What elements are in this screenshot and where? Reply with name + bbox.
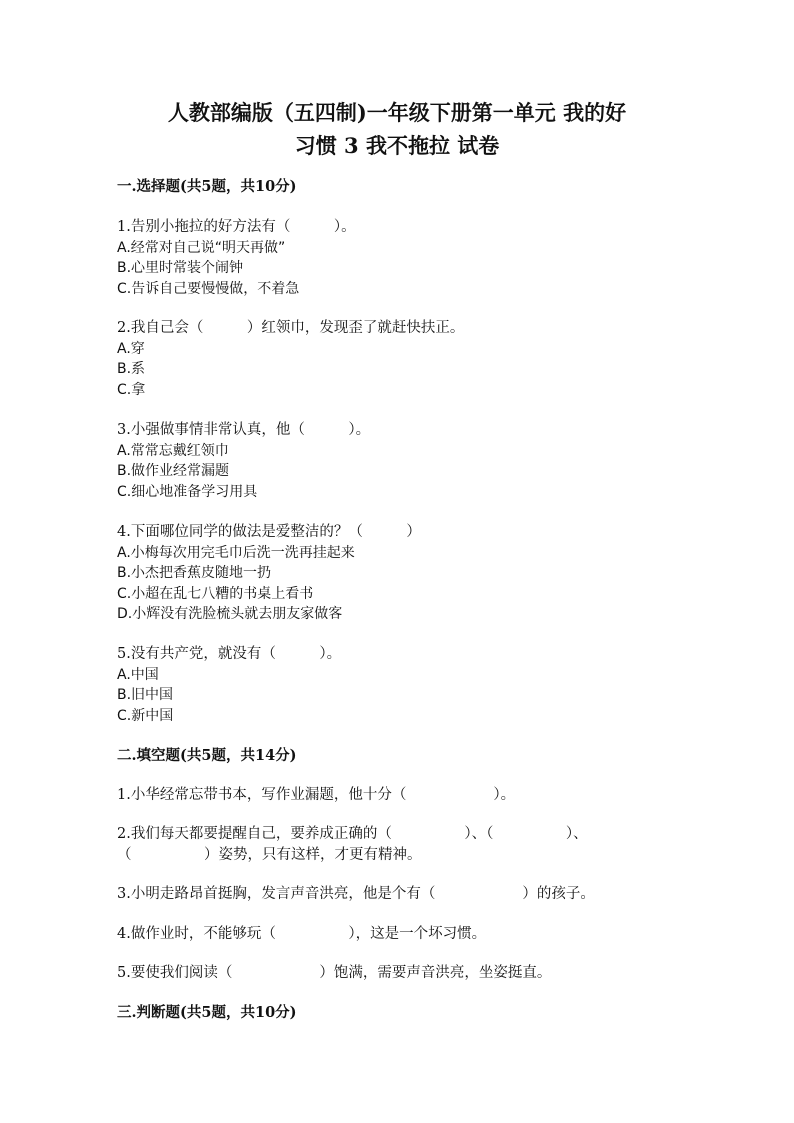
page-title bbox=[100, 96, 694, 162]
question-text: 2.我们每天都要提醒自己，要养成正确的（ ）、（ ）、 bbox=[117, 826, 588, 842]
option-b: B.系 bbox=[117, 361, 146, 377]
section-heading-choice: 一.选择题(共5题，共10分) bbox=[117, 178, 297, 195]
question-choice-4 bbox=[117, 522, 677, 625]
question-text-continued: （ ）姿势，只有这样，才更有精神。 bbox=[117, 846, 422, 863]
question-text: 4.做作业时，不能够玩（ ），这是一个坏习惯。 bbox=[117, 926, 487, 942]
option-b: B.小杰把香蕉皮随地一扔 bbox=[117, 565, 272, 581]
section-heading-judge: 三.判断题(共5题，共10分) bbox=[117, 1004, 297, 1021]
question-choice-5 bbox=[117, 644, 677, 726]
option-b: B.旧中国 bbox=[117, 687, 174, 703]
option-c: C.新中国 bbox=[117, 707, 174, 724]
question-stem: 5.没有共产党，就没有（ ）。 bbox=[117, 646, 342, 662]
question-stem: 2.我自己会（ ）红领巾，发现歪了就赶快扶正。 bbox=[117, 320, 465, 336]
option-d: D.小辉没有洗脸梳头就去朋友家做客 bbox=[117, 606, 343, 622]
option-b: B.心里时常装个闹钟 bbox=[117, 260, 244, 276]
question-fill-3 bbox=[117, 884, 677, 905]
option-a: A.小梅每次用完毛巾后洗一洗再挂起来 bbox=[117, 544, 355, 561]
question-fill-2 bbox=[117, 824, 677, 865]
option-a: A.穿 bbox=[117, 340, 145, 357]
question-stem: 3.小强做事情非常认真，他（ ）。 bbox=[117, 422, 371, 438]
question-text: 3.小明走路昂首挺胸，发言声音洪亮，他是个有（ ）的孩子。 bbox=[117, 886, 595, 902]
question-text: 5.要使我们阅读（ ）饱满，需要声音洪亮，坐姿挺直。 bbox=[117, 965, 552, 981]
section-heading-fill: 二.填空题(共5题，共14分) bbox=[117, 747, 297, 764]
option-c: C.拿 bbox=[117, 381, 146, 398]
option-a: A.常常忘戴红领巾 bbox=[117, 442, 229, 459]
title-line-2: 习惯 3 我不拖拉 试卷 bbox=[294, 133, 500, 158]
option-c: C.小超在乱七八糟的书桌上看书 bbox=[117, 585, 314, 602]
question-choice-3 bbox=[117, 420, 677, 502]
option-c: C.告诉自己要慢慢做，不着急 bbox=[117, 280, 300, 297]
option-b: B.做作业经常漏题 bbox=[117, 463, 230, 479]
option-a: A.中国 bbox=[117, 666, 159, 683]
question-choice-1 bbox=[117, 217, 677, 299]
question-choice-2 bbox=[117, 318, 677, 400]
question-fill-1 bbox=[117, 785, 677, 806]
question-fill-5 bbox=[117, 963, 677, 984]
question-stem: 4.下面哪位同学的做法是爱整洁的？（ ） bbox=[117, 524, 421, 540]
title-line-1: 人教部编版（五四制)一年级下册第一单元 我的好 bbox=[167, 100, 627, 125]
option-c: C.细心地准备学习用具 bbox=[117, 483, 258, 500]
question-fill-4 bbox=[117, 924, 677, 945]
option-a: A.经常对自己说“明天再做” bbox=[117, 239, 286, 256]
question-text: 1.小华经常忘带书本，写作业漏题，他十分（ ）。 bbox=[117, 787, 516, 803]
question-stem: 1.告别小拖拉的好方法有（ ）。 bbox=[117, 219, 356, 235]
